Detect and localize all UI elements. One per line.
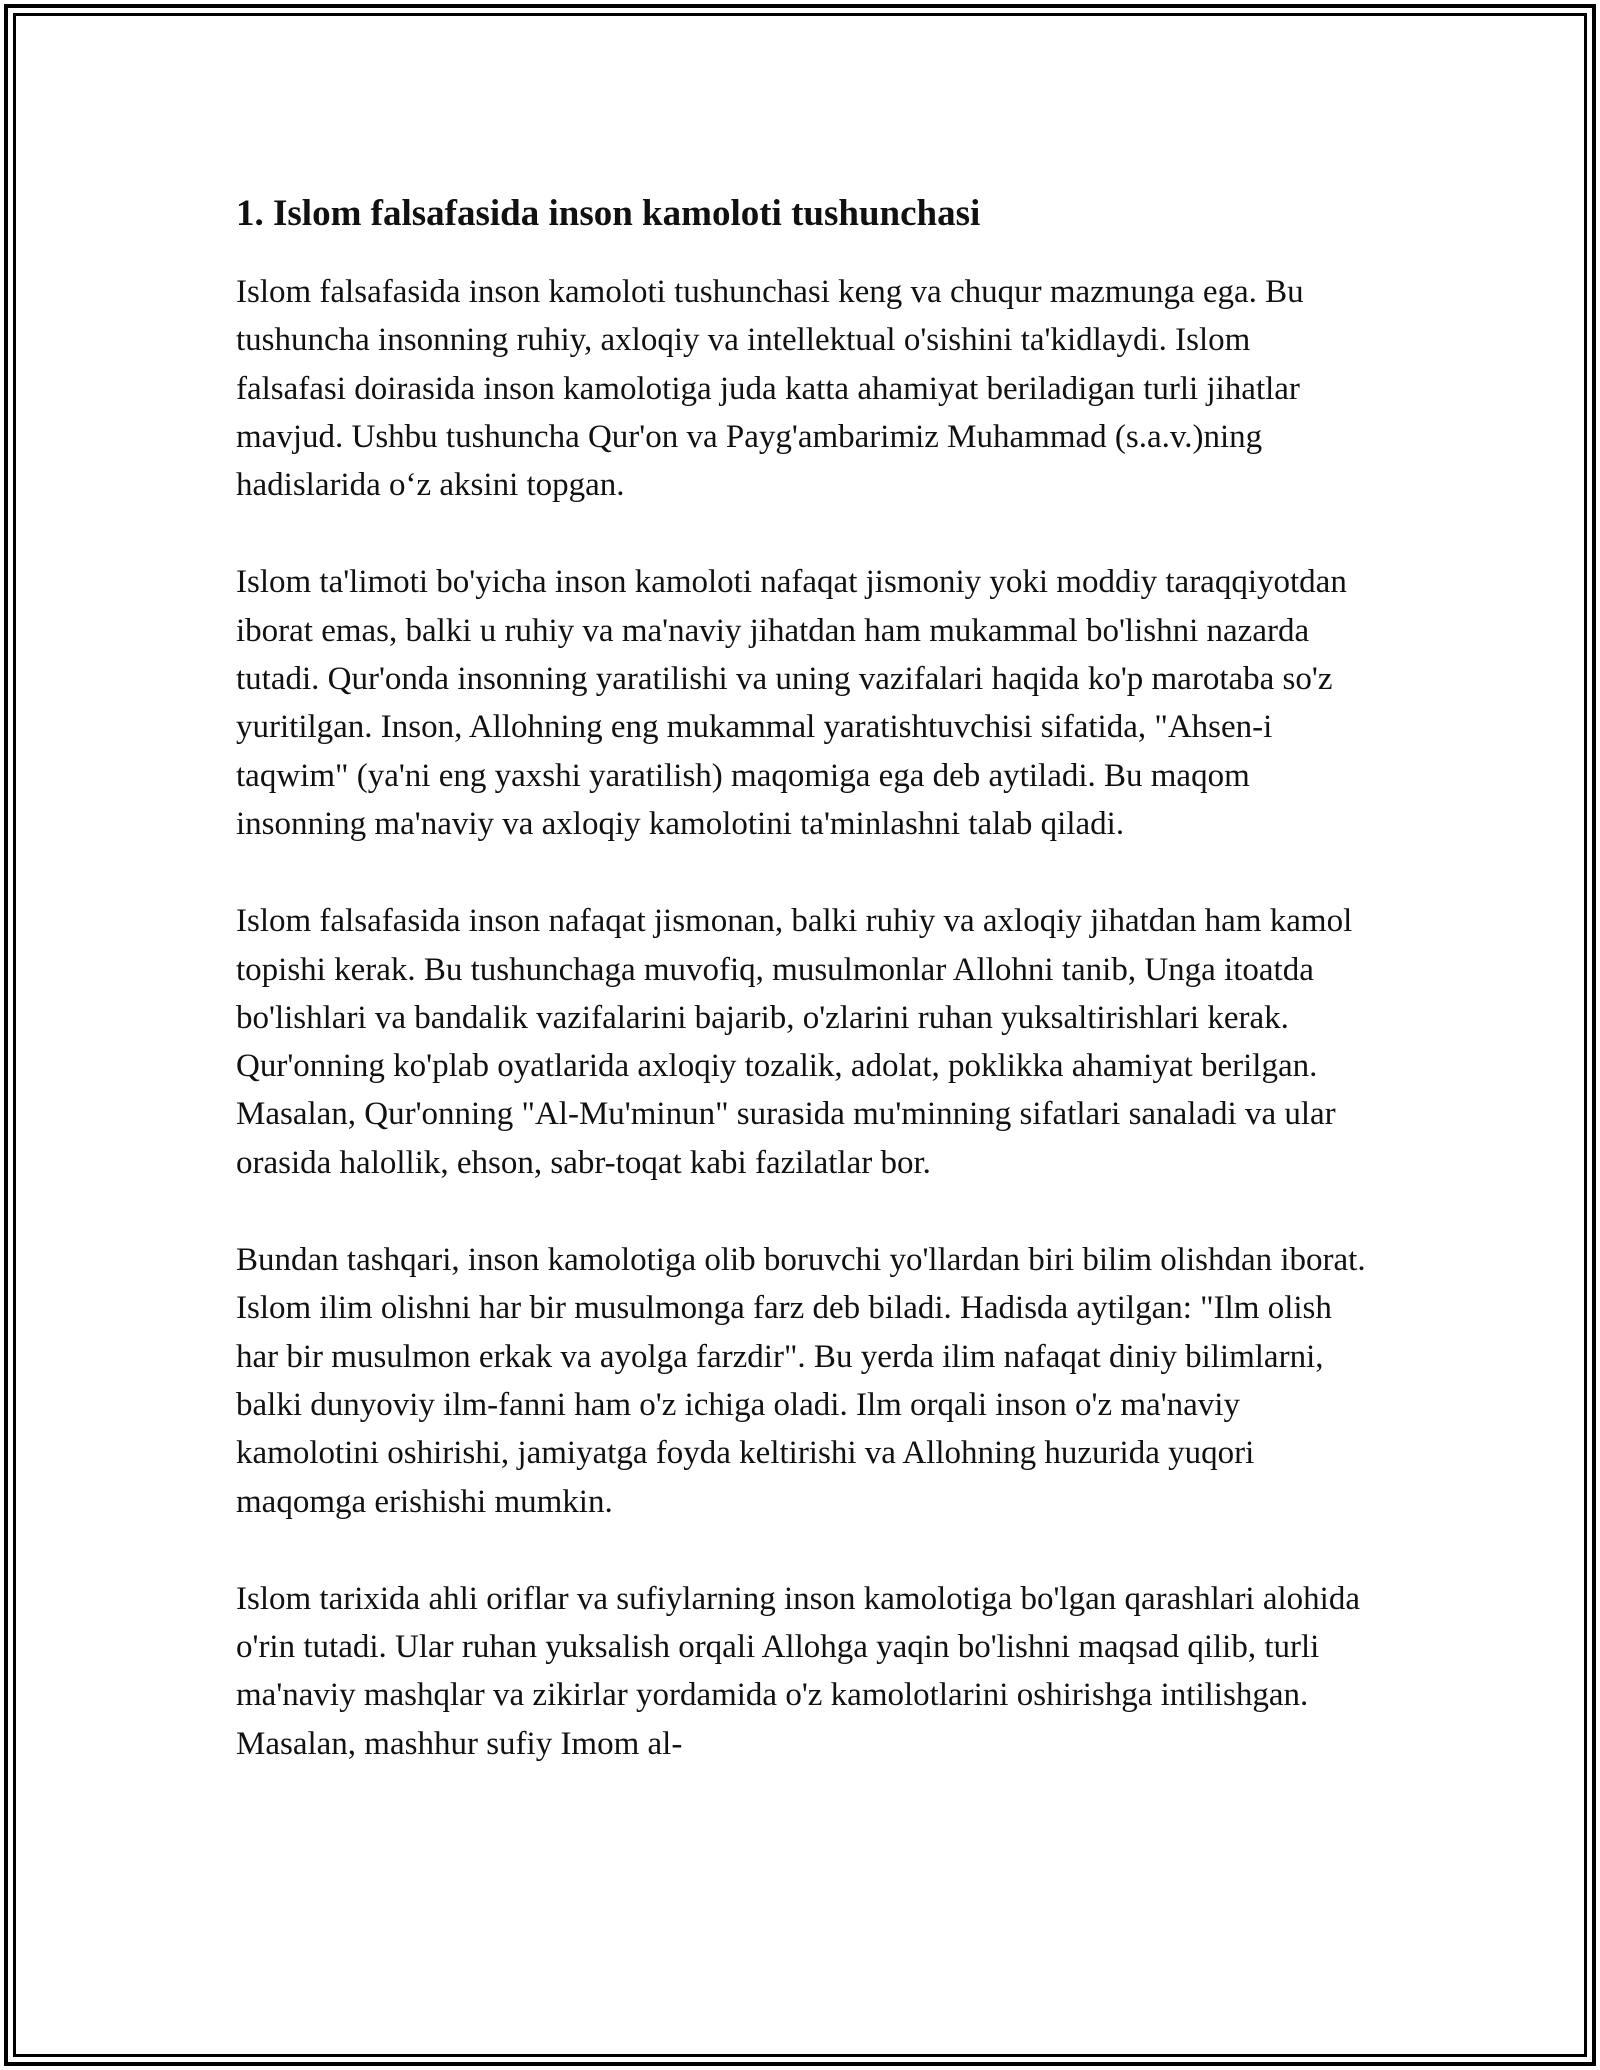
paragraph-4: Bundan tashqari, inson kamolotiga olib boruvchi yo'llardan biri bilim olishdan iborat. Islom ilim olishni har bir musulmonga farz deb biladi. Hadisda aytilgan: "Ilm olish har bir musulmon erkak va ayolga farzdir". Bu yerda ilim nafaqat diniy bilimlarni, balki dunyoviy ilm-fanni ham o'z ichiga oladi. Ilm orqali inson o'z ma'naviy kamolotini oshirishi, jamiyatga foyda keltirishi va Allohning huzurida yuqori maqomga erishishi mumkin. — [236, 1242, 1366, 1520]
section-heading: 1. Islom falsafasida inson kamoloti tushunchasi — [236, 193, 981, 234]
paragraph-2: Islom ta'limoti bo'yicha inson kamoloti nafaqat jismoniy yoki moddiy taraqqiyotdan iborat emas, balki u ruhiy va ma'naviy jihatdan ham mukammal bo'lishni nazarda tutadi. Qur'onda insonning yaratilishi va uning vazifalari haqida ko'p marotaba so'z yuritilgan. Inson, Allohning eng mukammal yaratishtuvchisi sifatida, "Ahsen-i taqwim" (ya'ni eng yaxshi yaratilish) maqomiga ega deb aytiladi. Bu maqom insonning ma'naviy va axloqiy kamolotini ta'minlashni talab qiladi. — [236, 564, 1347, 842]
document-body — [236, 186, 1366, 1768]
paragraph-3: Islom falsafasida inson nafaqat jismonan, balki ruhiy va axloqiy jihatdan ham kamol topishi kerak. Bu tushunchaga muvofiq, musulmonlar Allohni tanib, Unga itoatda bo'lishlari va bandalik vazifalarini bajarib, o'zlarini ruhan yuksaltirishlari kerak. Qur'onning ko'plab oyatlarida axloqiy tozalik, adolat, poklikka ahamiyat berilgan. Masalan, Qur'onning "Al-Mu'minun" surasida mu'minning sifatlari sanaladi va ular orasida halollik, ehson, sabr-toqat kabi fazilatlar bor. — [236, 903, 1353, 1181]
paragraph-5: Islom tarixida ahli oriflar va sufiylarning inson kamolotiga bo'lgan qarashlari alohida o'rin tutadi. Ular ruhan yuksalish orqali Allohga yaqin bo'lishni maqsad qilib, turli ma'naviy mashqlar va zikirlar yordamida o'z kamolotlarini oshirishga intilishgan. Masalan, mashhur sufiy Imom al- — [236, 1580, 1360, 1762]
paragraph-1: Islom falsafasida inson kamoloti tushunchasi keng va chuqur mazmunga ega. Bu tushuncha insonning ruhiy, axloqiy va intellektual o'sishini ta'kidlaydi. Islom falsafasi doirasida inson kamolotiga juda katta ahamiyat beriladigan turli jihatlar mavjud. Ushbu tushuncha Qur'on va Payg'ambarimiz Muhammad (s.a.v.)ning hadislarida o‘z aksini topgan. — [236, 274, 1304, 504]
